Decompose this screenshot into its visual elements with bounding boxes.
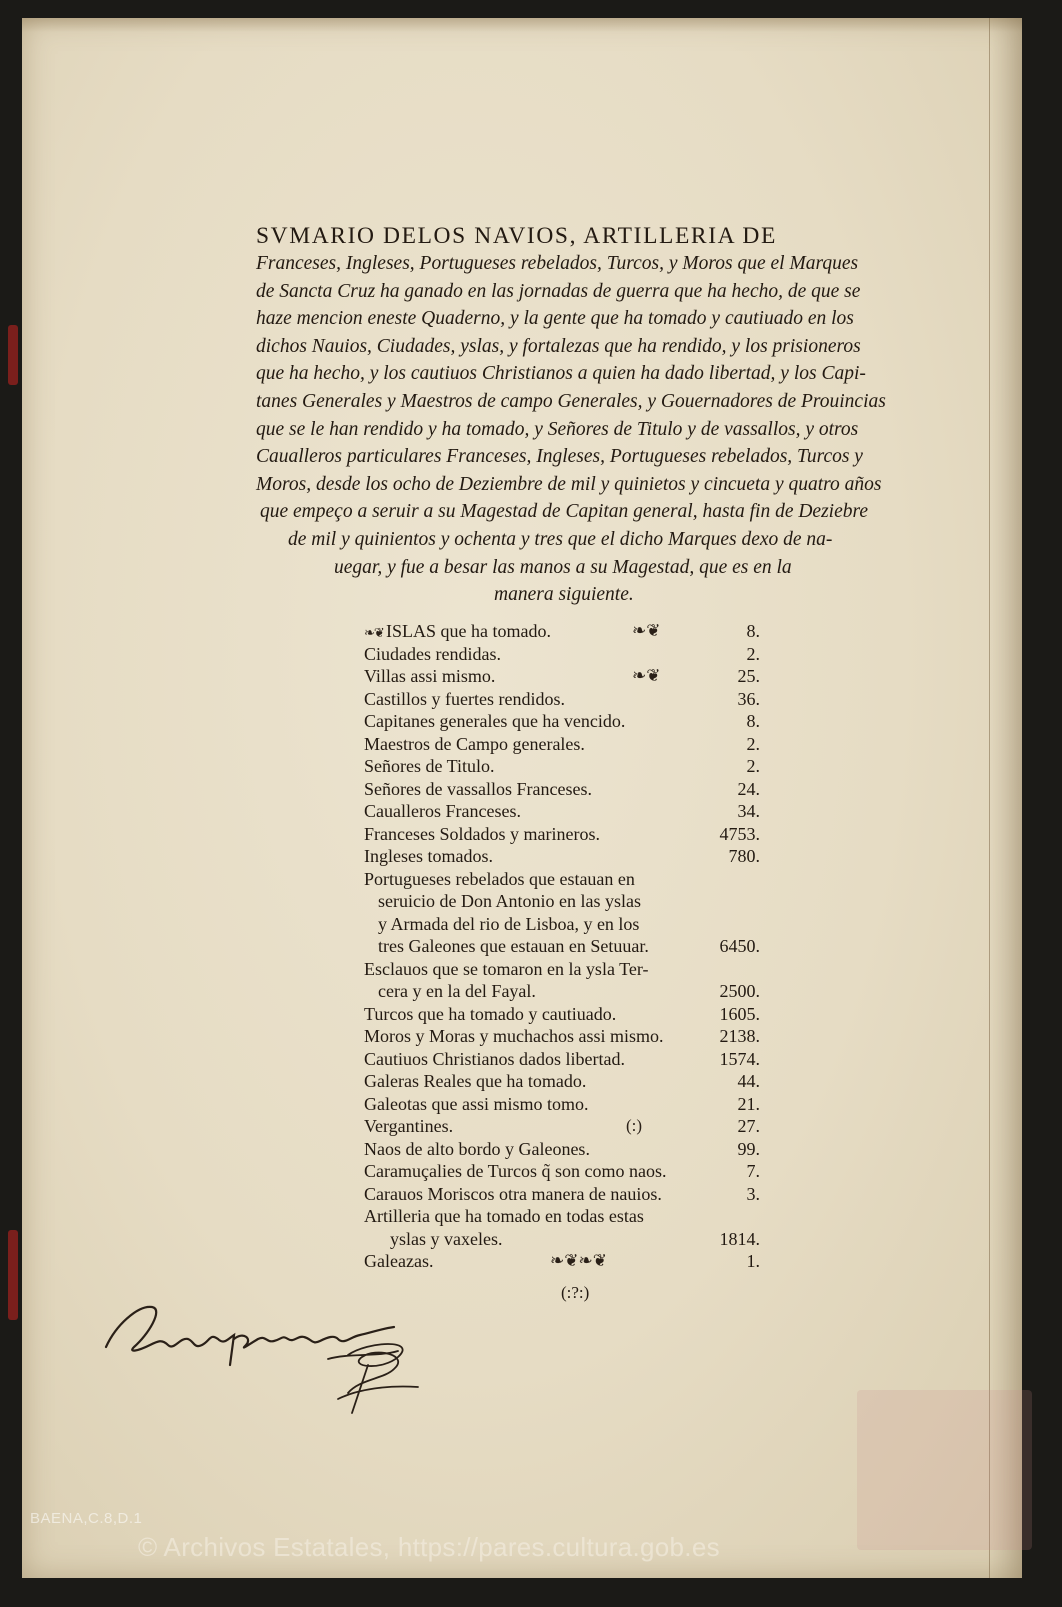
summary-row	[364, 733, 784, 756]
summary-label: y Armada del rio de Lisboa, y en los	[378, 913, 640, 934]
summary-row	[364, 935, 784, 958]
fleuron-ornament-icon: ❧❦❧❦	[550, 1251, 607, 1270]
summary-value: 25.	[737, 666, 760, 686]
summary-label: ISLAS que ha tomado.	[386, 621, 552, 641]
title-line: Caualleros particulares Franceses, Ingleses, Portugueses rebelados, Turcos y	[256, 446, 863, 468]
page-top-edge	[22, 18, 1022, 32]
summary-label: seruicio de Don Antonio en las yslas	[378, 891, 641, 911]
summary-row	[364, 845, 784, 868]
summary-row	[364, 1048, 784, 1071]
summary-label: Castillos y fuertes rendidos.	[364, 688, 565, 709]
summary-label: Señores de Titulo.	[364, 756, 495, 776]
summary-label: yslas y vaxeles.	[390, 1228, 503, 1249]
fleuron-ornament-icon: ❧❦	[632, 666, 661, 685]
summary-label: Ciudades rendidas.	[364, 643, 501, 664]
summary-label: Naos de alto bordo y Galeones.	[364, 1138, 590, 1159]
summary-row	[364, 1093, 784, 1116]
summary-row	[364, 1003, 784, 1026]
summary-row	[364, 958, 784, 981]
summary-value: 27.	[737, 1116, 760, 1136]
summary-row	[364, 980, 784, 1003]
summary-label: Moros y Moras y muchachos assi mismo.	[364, 1026, 664, 1046]
summary-row	[364, 800, 784, 823]
title-line: que se le han rendido y ha tomado, y Señores de Titulo y de vassallos, y otros	[256, 418, 859, 440]
summary-row	[364, 688, 784, 711]
signature-reimprimase	[98, 1295, 468, 1425]
summary-value: 1605.	[719, 1003, 760, 1024]
summary-row	[364, 1250, 784, 1273]
title-first-line: SVMARIO DELOS NAVIOS, ARTILLERIA DE	[256, 223, 777, 249]
summary-label: Galeazas.	[364, 1251, 434, 1271]
summary-row	[364, 1228, 784, 1251]
summary-value: 2138.	[719, 1026, 760, 1046]
summary-row	[364, 913, 784, 936]
summary-list	[364, 620, 784, 1273]
summary-value: 2.	[746, 756, 760, 776]
summary-label: Caramuçalies de Turcos q̃ son como naos.	[364, 1161, 667, 1181]
summary-label: Galeras Reales que ha tomado.	[364, 1071, 587, 1091]
summary-label: Galeotas que assi mismo tomo.	[364, 1093, 589, 1114]
vergantines-mark: (:)	[626, 1116, 643, 1135]
summary-value: 34.	[737, 801, 760, 821]
summary-label: Portugueses rebelados que estauan en	[364, 868, 635, 889]
title-line: uegar, y fue a besar las manos a su Magestad, que es en la	[334, 556, 792, 578]
summary-value: 8.	[746, 621, 760, 641]
summary-value: 2.	[746, 733, 760, 754]
archive-reference-code: BAENA,C.8,D.1	[30, 1510, 143, 1527]
binding-ribbon-lower	[8, 1230, 18, 1320]
title-line: de Sancta Cruz ha ganado en las jornadas de guerra que ha hecho, de que se	[256, 280, 861, 302]
summary-value: 4753.	[719, 823, 760, 844]
summary-label: Franceses Soldados y marineros.	[364, 823, 600, 844]
summary-value: 21.	[737, 1093, 760, 1114]
summary-label: Esclauos que se tomaron en la ysla Ter-	[364, 958, 649, 979]
summary-label: Maestros de Campo generales.	[364, 733, 585, 754]
summary-row	[364, 1070, 784, 1093]
summary-row	[364, 643, 784, 666]
summary-label: Vergantines.	[364, 1116, 454, 1136]
summary-row	[364, 1025, 784, 1048]
summary-value: 8.	[746, 711, 760, 731]
summary-row	[364, 710, 784, 733]
summary-row	[364, 890, 784, 913]
summary-label: Caualleros Franceses.	[364, 801, 521, 821]
summary-row	[364, 1205, 784, 1228]
summary-value: 1574.	[719, 1048, 760, 1069]
summary-row	[364, 755, 784, 778]
title-line: de mil y quinientos y ochenta y tres que el dicho Marques dexo de na-	[288, 528, 833, 550]
summary-value: 36.	[737, 688, 760, 709]
title-line: manera siguiente.	[494, 584, 634, 606]
end-mark: (:?:)	[561, 1283, 590, 1302]
summary-row	[364, 778, 784, 801]
title-block	[256, 222, 901, 609]
summary-row	[364, 868, 784, 891]
copyright-watermark: © Archivos Estatales, https://pares.cultura.gob.es	[138, 1532, 720, 1562]
summary-value: 24.	[737, 778, 760, 799]
summary-label: Villas assi mismo.	[364, 666, 496, 686]
summary-row	[364, 665, 784, 688]
title-line: dichos Nauios, Ciudades, yslas, y fortalezas que ha rendido, y los prisioneros	[256, 335, 861, 357]
summary-row	[364, 823, 784, 846]
summary-value: 2.	[746, 643, 760, 664]
summary-value: 3.	[746, 1183, 760, 1204]
summary-value: 7.	[746, 1161, 760, 1181]
fleuron-ornament-icon: ❧❦	[632, 621, 661, 640]
summary-label: Turcos que ha tomado y cautiuado.	[364, 1003, 617, 1024]
archive-stamp	[857, 1390, 1032, 1550]
summary-value: 2500.	[719, 981, 760, 1001]
fleuron-ornament-icon: ❧❦	[364, 625, 387, 640]
summary-label: Ingleses tomados.	[364, 846, 493, 866]
summary-value: 1.	[746, 1251, 760, 1271]
summary-label: Capitanes generales que ha vencido.	[364, 711, 626, 731]
summary-label: Cautiuos Christianos dados libertad.	[364, 1048, 625, 1069]
summary-value: 6450.	[719, 936, 760, 956]
summary-value: 780.	[728, 846, 760, 866]
summary-label: cera y en la del Fayal.	[378, 981, 536, 1001]
summary-row	[364, 1115, 784, 1138]
summary-label: tres Galeones que estauan en Setuuar.	[378, 936, 649, 956]
binding-ribbon-upper	[8, 325, 18, 385]
summary-value: 99.	[737, 1138, 760, 1159]
summary-label: Artilleria que ha tomado en todas estas	[364, 1206, 644, 1226]
summary-row	[364, 620, 784, 643]
title-line: que ha hecho, y los cautiuos Christianos a quien ha dado libertad, y los Capi-	[256, 363, 866, 385]
summary-row	[364, 1183, 784, 1206]
summary-value: 44.	[737, 1071, 760, 1091]
title-line: que empeço a seruir a su Magestad de Capitan general, hasta fin de Deziebre	[260, 501, 869, 523]
title-line: Franceses, Ingleses, Portugueses rebelados, Turcos, y Moros que el Marques	[256, 253, 859, 274]
title-line: haze mencion eneste Quaderno, y la gente que ha tomado y cautiuado en los	[256, 308, 854, 330]
summary-label: Señores de vassallos Franceses.	[364, 778, 592, 799]
summary-value: 1814.	[719, 1228, 760, 1249]
summary-row	[364, 1160, 784, 1183]
page-fold-edge	[989, 18, 1022, 1578]
title-line: Moros, desde los ocho de Deziembre de mil y quinietos y cincueta y quatro años	[256, 473, 882, 495]
title-line: tanes Generales y Maestros de campo Generales, y Gouernadores de Prouincias	[256, 390, 886, 412]
summary-row	[364, 1138, 784, 1161]
summary-label: Carauos Moriscos otra manera de nauios.	[364, 1183, 662, 1204]
